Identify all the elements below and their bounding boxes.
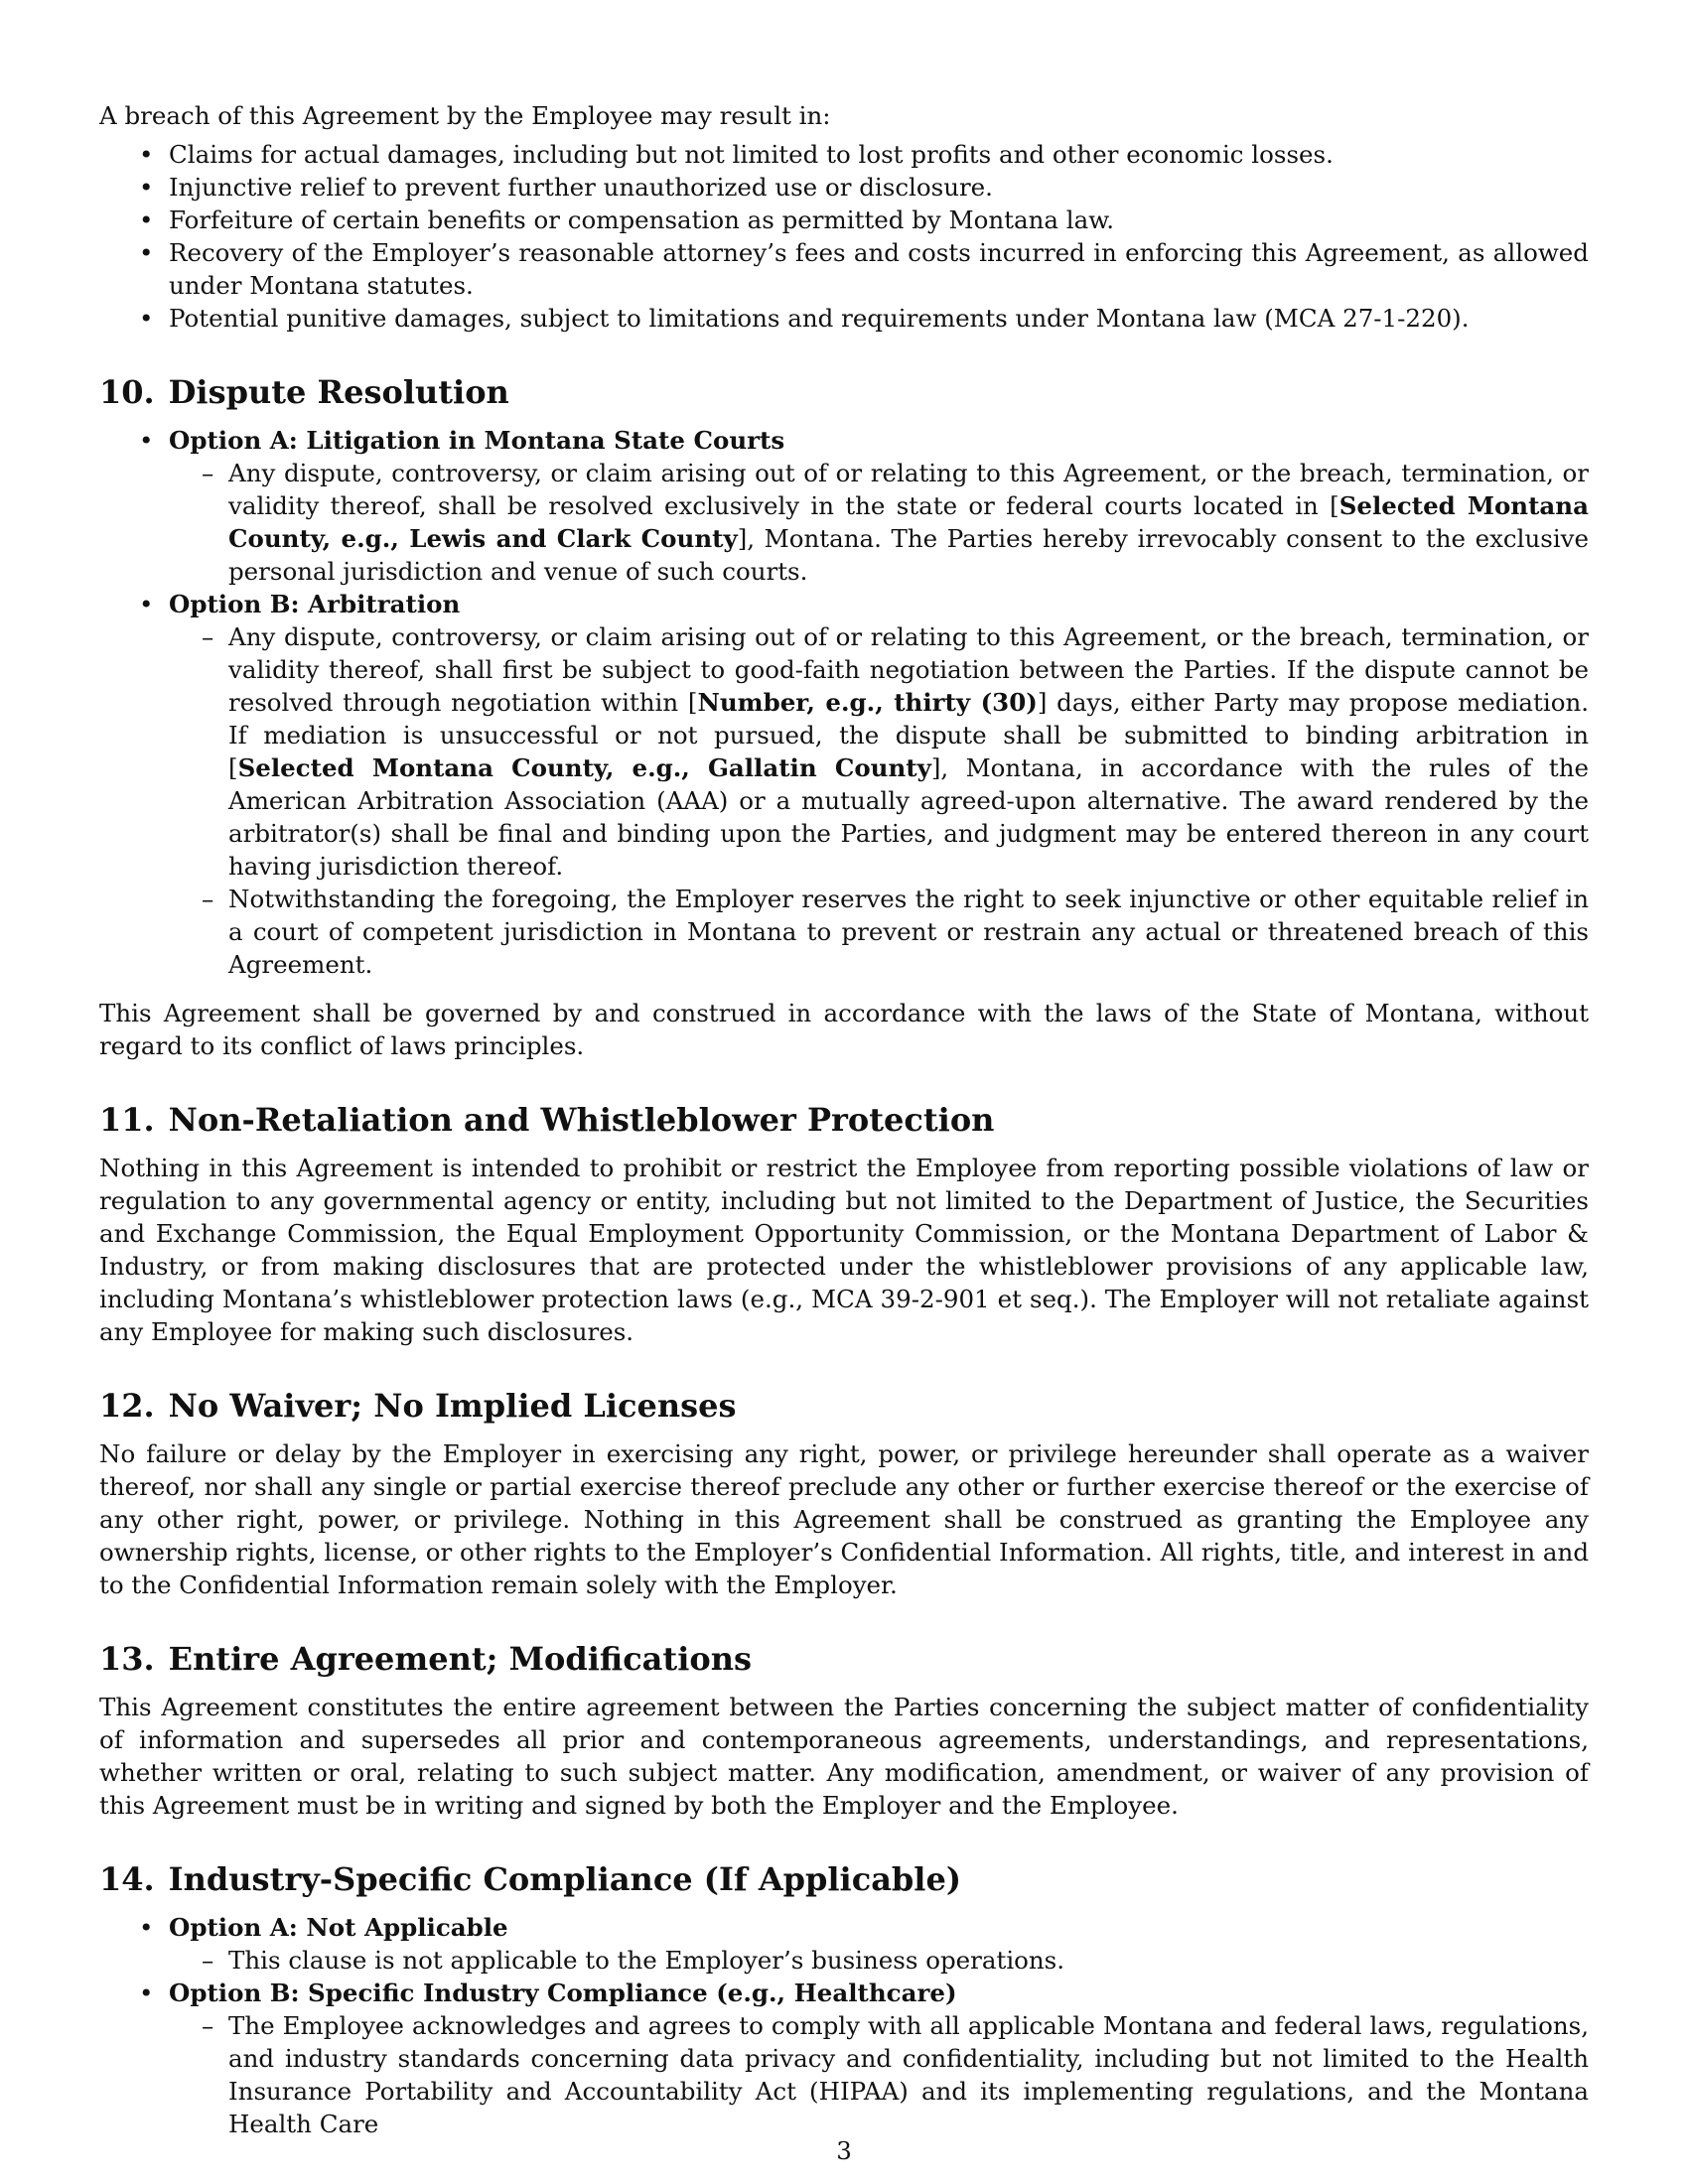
list-item — [99, 620, 1589, 883]
section-14 — [99, 1859, 1589, 2140]
section-number: 10. — [99, 373, 155, 411]
list-item: • Recovery of the Employer’s reasonable attorney’s fees and costs incurred in enforcing this Agreement, as allowed under Montana statutes. — [99, 236, 1589, 302]
section-heading — [99, 1100, 1589, 1140]
sub-list — [99, 620, 1589, 981]
text: Any dispute, controversy, or claim arising out of or relating to this Agreement, or the breach, termination, or validity thereof, shall first be subject to good-faith negotiation between the Parties. If the dispute cannot be resolved through negotiation within [ — [228, 622, 1589, 717]
option-b-label: Option B: Specific Industry Compliance (e.g., Healthcare) — [169, 1979, 957, 2007]
list-item — [99, 1911, 1589, 1977]
section-title: Dispute Resolution — [168, 373, 509, 411]
section-11 — [99, 1100, 1589, 1348]
breach-intro: A breach of this Agreement by the Employee may result in: — [99, 101, 831, 130]
page-content — [99, 99, 1589, 2140]
section-number: 12. — [99, 1387, 155, 1425]
section-13 — [99, 1639, 1589, 1822]
list-item — [99, 424, 1589, 588]
section-number: 14. — [99, 1860, 155, 1898]
text: ], Montana. The Parties hereby irrevocably consent to the exclusive personal jurisdiction and venue of such courts. — [228, 524, 1589, 586]
sub-list — [99, 1944, 1589, 1977]
option-list — [99, 424, 1589, 981]
list-item: • Injunctive relief to prevent further unauthorized use or disclosure. — [99, 171, 1589, 204]
placeholder-text: Selected Montana County, e.g., Gallatin County — [237, 753, 931, 782]
section-12 — [99, 1386, 1589, 1601]
list-item: • Forfeiture of certain benefits or compensation as permitted by Montana law. — [99, 204, 1589, 236]
list-item: • Potential punitive damages, subject to limitations and requirements under Montana law (MCA 27-1-220). — [99, 302, 1589, 335]
list-item: – The Employee acknowledges and agrees to comply with all applicable Montana and federal laws, regulations, and industry standards concerning data privacy and confidentiality, including but not limited to the Health Insurance Portability and Accountability Act (HIPAA) and its implementing regulations, and the Montana Health Care — [99, 2009, 1589, 2140]
list-item: – Notwithstanding the foregoing, the Employer reserves the right to seek injunctive or other equitable relief in a court of competent jurisdiction in Montana to prevent or restrain any actual or threatened breach of this Agreement. — [99, 883, 1589, 981]
placeholder-text: Number, e.g., thirty (30) — [697, 688, 1038, 717]
option-a-label: Option A: Not Applicable — [169, 1913, 508, 1942]
list-item — [99, 457, 1589, 588]
section-body: Nothing in this Agreement is intended to prohibit or restrict the Employee from reporting possible violations of law or regulation to any governmental agency or entity, including but not limited to the Department of Justice, the Securities and Exchange Commission, the Equal Employment Opportunity Commission, or the Montana Department of Labor & Industry, or from making disclosures that are protected under the whistleblower provisions of any applicable law, including Montana’s whistleblower protection laws (e.g., MCA 39-2-901 et seq.). The Employer will not retaliate against any Employee for making such disclosures. — [99, 1154, 1589, 1346]
section-heading — [99, 1859, 1589, 1899]
section-heading — [99, 1386, 1589, 1426]
section-title: Entire Agreement; Modifications — [168, 1640, 752, 1678]
option-b-label: Option B: Arbitration — [169, 590, 461, 618]
governing-law-paragraph: This Agreement shall be governed by and construed in accordance with the laws of the State of Montana, without regard to its conflict of laws principles. — [99, 999, 1589, 1060]
sub-list — [99, 2009, 1589, 2140]
section-heading — [99, 372, 1589, 412]
breach-list — [99, 138, 1589, 335]
list-item — [99, 588, 1589, 981]
text: ], Montana, in accordance with the rules of the American Arbitration Association (AAA) or a mutually agreed-upon alternative. The award rendered by the arbitrator(s) shall be final and binding upon the Parties, and judgment may be entered thereon in any court having jurisdiction thereof. — [228, 753, 1589, 881]
page-number: 3 — [836, 2136, 852, 2165]
option-list — [99, 1911, 1589, 2140]
list-item: • Claims for actual damages, including but not limited to lost profits and other economic losses. — [99, 138, 1589, 171]
section-title: Non-Retaliation and Whistleblower Protection — [168, 1101, 995, 1139]
section-number: 13. — [99, 1640, 155, 1678]
section-title: Industry-Specific Compliance (If Applicable) — [168, 1860, 961, 1898]
list-item: – This clause is not applicable to the Employer’s business operations. — [99, 1944, 1589, 1977]
section-heading — [99, 1639, 1589, 1679]
section-body: No failure or delay by the Employer in exercising any right, power, or privilege hereunder shall operate as a waiver thereof, nor shall any single or partial exercise thereof preclude any other or further exercise thereof or the exercise of any other right, power, or privilege. Nothing in this Agreement shall be construed as granting the Employee any ownership rights, license, or other rights to the Employer’s Confidential Information. All rights, title, and interest in and to the Confidential Information remain solely with the Employer. — [99, 1439, 1589, 1599]
option-a-label: Option A: Litigation in Montana State Courts — [169, 426, 785, 455]
sub-list — [99, 457, 1589, 588]
list-item — [99, 1977, 1589, 2140]
section-title: No Waiver; No Implied Licenses — [168, 1387, 737, 1425]
text: ] days, either Party may propose mediation. If mediation is unsuccessful or not pursued, the dispute shall be submitted to binding arbitration in [ — [228, 688, 1590, 782]
section-body: This Agreement constitutes the entire agreement between the Parties concerning the subject matter of confidentiality of information and supersedes all prior and contemporaneous agreements, understandings, and representations, whether written or oral, relating to such subject matter. Any modification, amendment, or waiver of any provision of this Agreement must be in writing and signed by both the Employer and the Employee. — [99, 1693, 1589, 1820]
placeholder-text: Selected Montana County, e.g., Lewis and Clark County — [228, 491, 1589, 553]
text: Any dispute, controversy, or claim arising out of or relating to this Agreement, or the breach, termination, or validity thereof, shall be resolved exclusively in the state or federal courts located in [ — [228, 459, 1589, 520]
section-10 — [99, 372, 1589, 1062]
section-number: 11. — [99, 1101, 155, 1139]
